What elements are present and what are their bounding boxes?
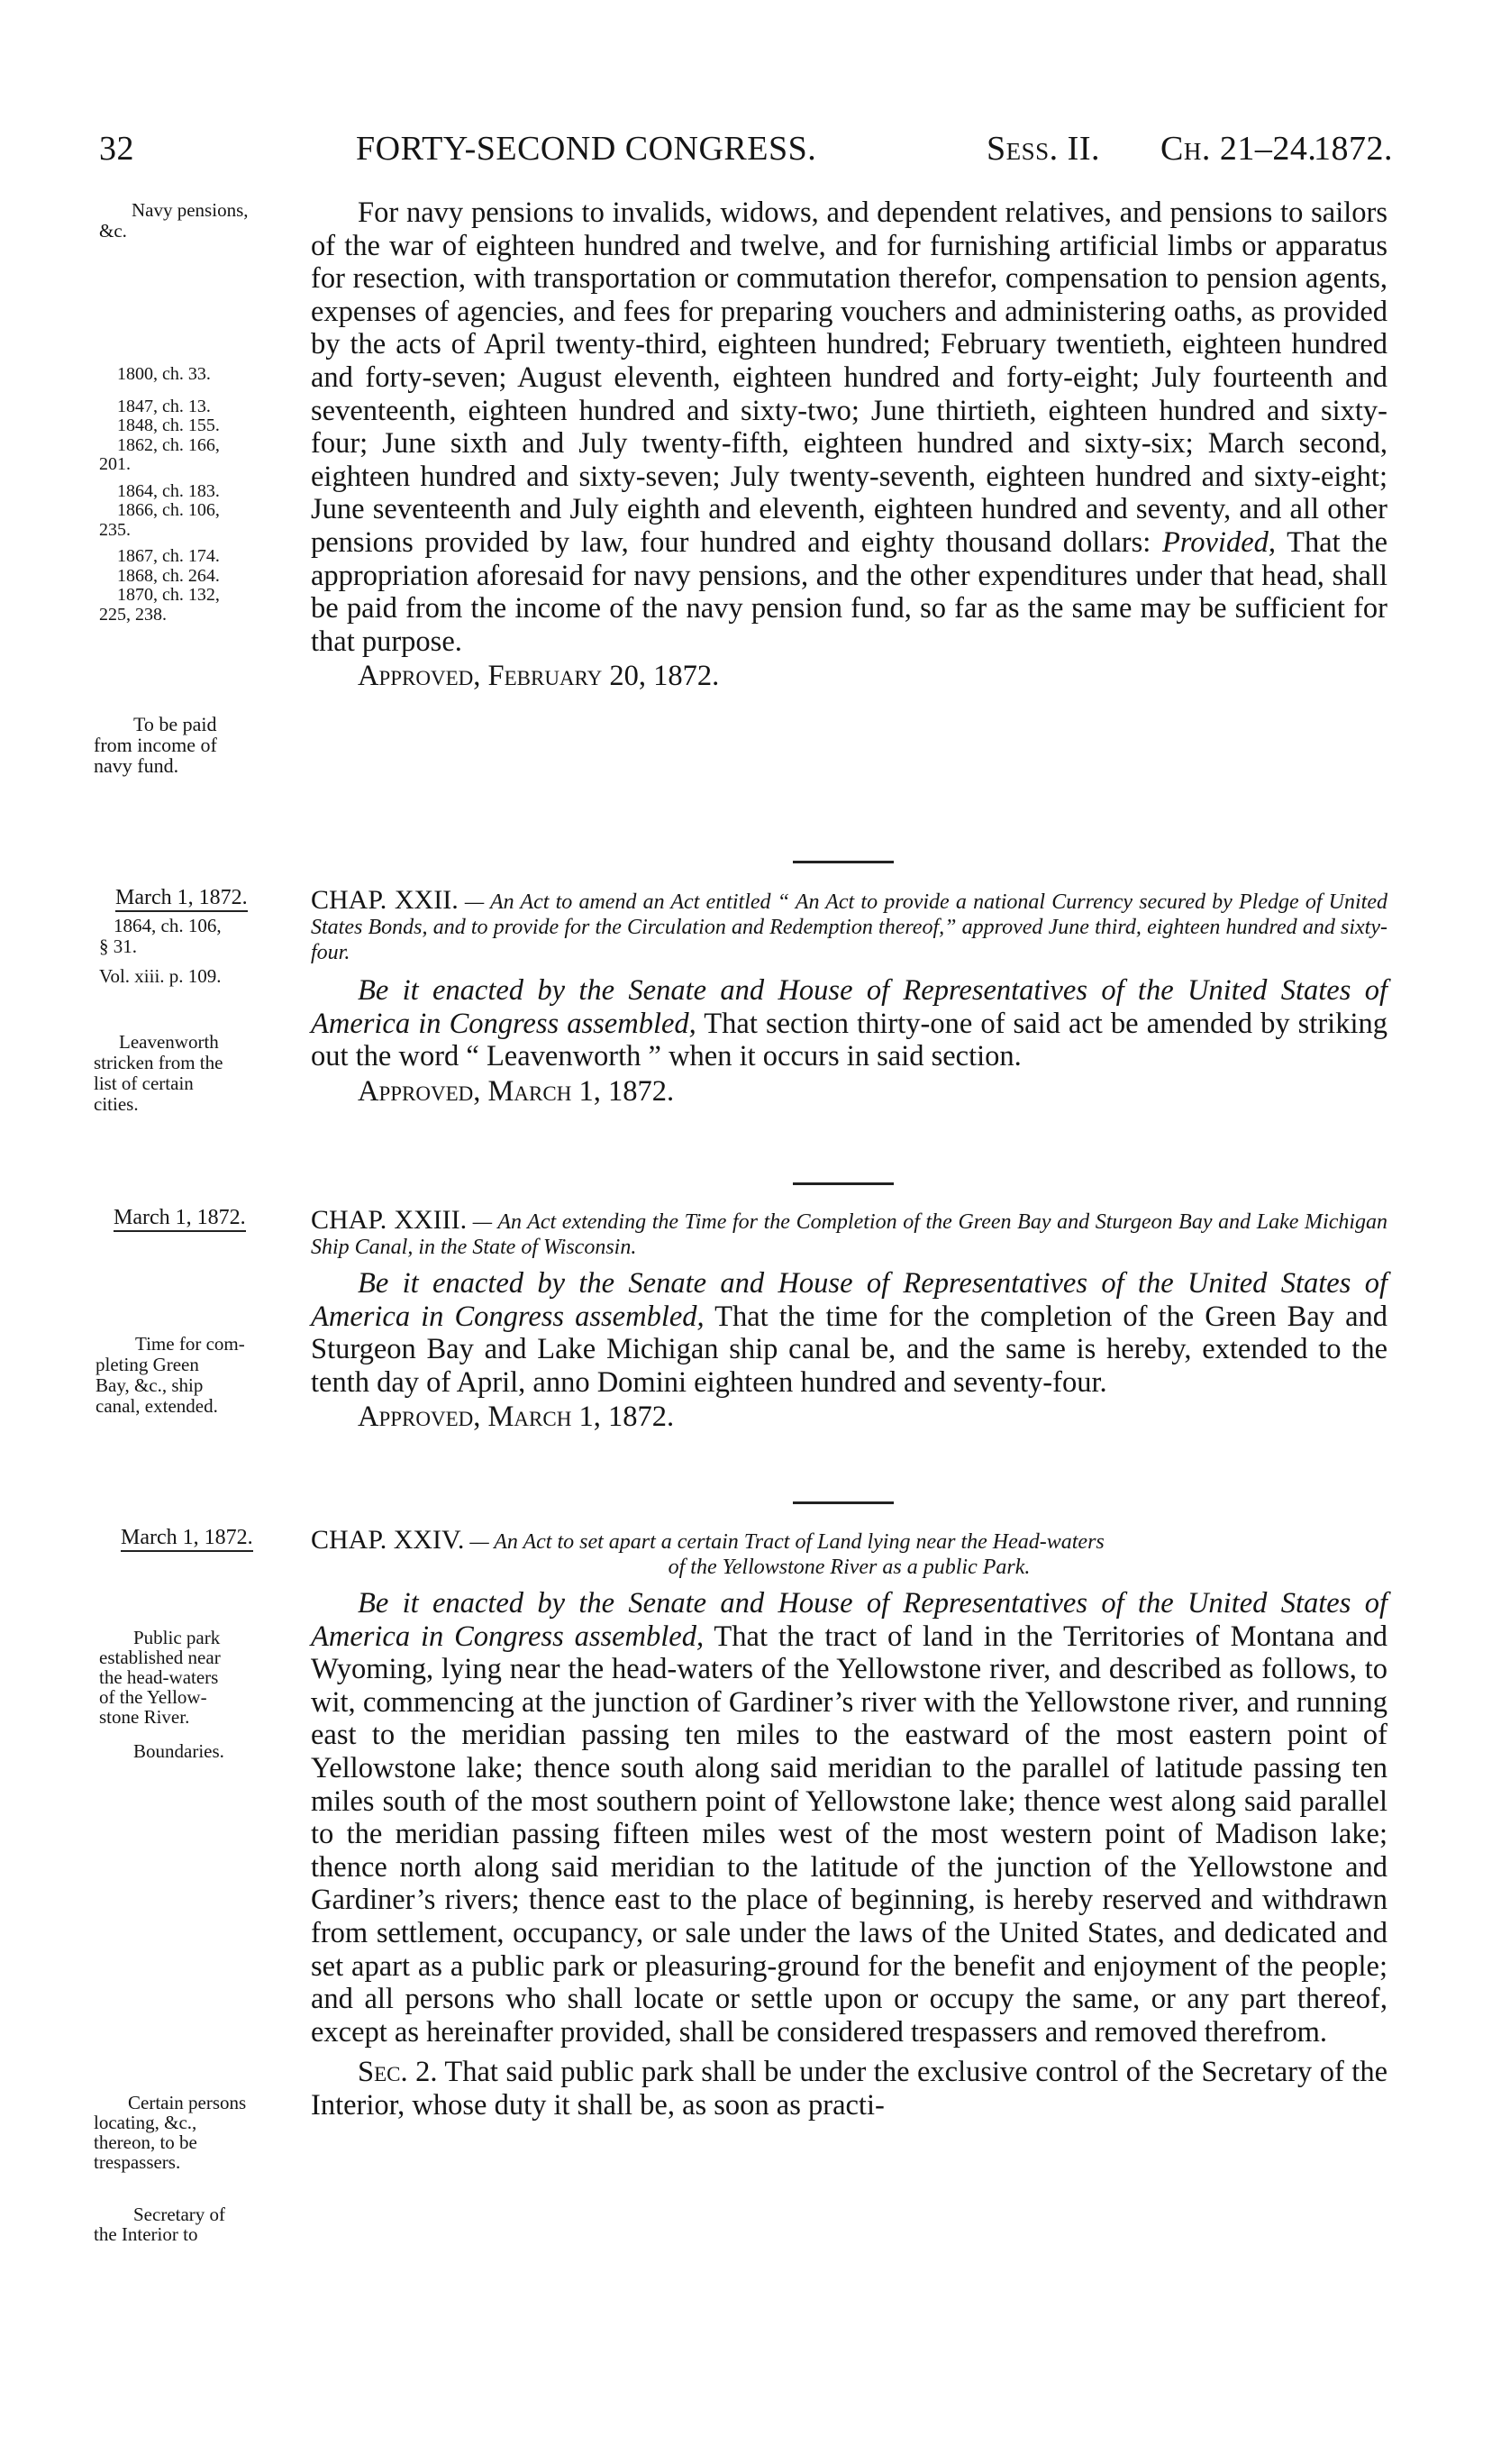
approved-mar-1-ch23: Approved, March 1, 1872. [358,1401,675,1434]
margin-note-public-park: Public park established near the head-waters of the Yellow- stone River. [99,1627,221,1728]
chapter-24-body [311,1525,1388,2122]
chapter-24-enactment: Be it enacted by the Senate and House of Representatives of the United States of America in Congress assembled, That the tract of land in the Territories of Montana and Wyoming, lying near the head-waters of the Yellowstone river, and described as follows, to wit, commencing at the junction of Gardiner’s river with the Yellowstone river, and running east to the meridian passing ten miles to the eastward of the most eastern point of Yellowstone lake; thence south along said meridian to the parallel of latitude passing ten miles south of the most southern point of Yellowstone lake; thence west along said parallel to the meridian passing fifteen miles west of the most western point of Madison lake; thence north along said meridian to the latitude of the junction of the Yellowstone and Gardiner’s rivers; thence east to the place of beginning, is hereby reserved and withdrawn from settlement, occupancy, or sale under the laws of the United States, and dedicated and set apart as a public park or pleasuring-ground for the benefit and enjoyment of the people; and all persons who shall locate or settle upon or occupy the same, or any part thereof, except as hereinafter provided, shall be considered trespassers and removed therefrom. [311,1587,1387,2049]
margin-note-boundaries: Boundaries. [133,1740,224,1762]
margin-citations: 1800, ch. 33. 1847, ch. 13. 1848, ch. 155. 1862, ch. 166, 201. 1864, ch. 183. 1866, ch. 106, 235. 1867, ch. 174. 1868, ch. 264. 1870, ch. 132, 225, 238. [99,364,220,625]
chapter-23-body [311,1205,1388,1434]
chapter-22-date: March 1, 1872. [115,888,248,912]
margin-note-navy-pensions: Navy pensions, &c. [99,199,249,242]
section-2-paragraph: Sec. 2. That said public park shall be under the exclusive control of the Secretary of the Interior, whose duty it shall be, as soon as practi- [311,2056,1388,2122]
chapter-23-title: CHAP. XXIII. — An Act extending the Time for the Completion of the Green Bay and Sturgeon Bay and Lake Michigan Ship Canal, in the State of Wisconsin. [311,1205,1388,1259]
chapter-22-margin-citations: 1864, ch. 106, § 31. Vol. xiii. p. 109. [99,915,222,987]
chapter-23-date: March 1, 1872. [114,1208,246,1232]
running-title: FORTY-SECOND CONGRESS. [356,130,817,168]
chapter-separator [793,1182,894,1185]
navy-pensions-paragraph: For navy pensions to invalids, widows, and dependent relatives, and pensions to sailors of the war of eighteen hundred and twelve, and for furnishing artificial limbs or apparatus for resection, with transportation or commutation therefor, compensation to pension agents, expenses of agencies, and fees for preparing vouchers and administering oaths, as provided by the acts of April twenty-third, eighteen hundred; February twentieth, eighteen hundred and forty-seven; August eleventh, eighteen hundred and forty-eight; July fourteenth and seventeenth, eighteen hundred and sixty-two; June thirtieth, eighteen hundred and sixty-four; June sixth and July twenty-fifth, eighteen hundred and sixty-six; March second, eighteen hundred and sixty-seven; July twenty-seventh, eighteen hundred and sixty-eight; June seventeenth and July eighth and eleventh, eighteen hundred and seventy, and all other pensions provided by law, four hundred and eighty thousand dollars: Provided, That the appropriation aforesaid for navy pensions, and the other expenditures under that head, shall be paid from the income of the navy pension fund, so far as the same may be sufficient for that purpose. [311,196,1388,658]
chapter-22-body [311,885,1388,1108]
approved-mar-1-ch22: Approved, March 1, 1872. [358,1074,675,1108]
margin-note-trespassers: Certain persons locating, &c., thereon, to be trespassers. [94,2092,247,2173]
chapter-22-title: CHAP. XXII. — An Act to amend an Act entitled “ An Act to provide a national Currency secured by Pledge of United States Bonds, and to provide for the Circulation and Redemption thereof,” approved June third, eighteen hundred and sixty-four. [311,885,1388,964]
chapter-23-enactment: Be it enacted by the Senate and House of Representatives of the United States of America in Congress assembled, That the time for the completion of the Green Bay and Sturgeon Bay and Lake Michigan ship canal be, and the same is hereby, extended to the tenth day of April, anno Domini eighteen hundred and seventy-four. [311,1267,1387,1399]
chapter-21-body [311,196,1387,693]
chapter-separator [793,861,894,863]
margin-note-leavenworth: Leavenworth stricken from the list of certain cities. [94,1031,223,1115]
chapter-separator [793,1501,894,1504]
approved-feb-20: Approved, February 20, 1872. [358,660,720,693]
session-label: Sess. II. [987,130,1100,168]
chapter-24-date: March 1, 1872. [121,1528,253,1552]
margin-note-secretary: Secretary of the Interior to [94,2204,226,2245]
margin-note-navy-fund: To be paid from income of navy fund. [94,713,217,777]
chapter-24-title-line-2: of the Yellowstone River as a public Park. [668,1556,1031,1579]
chapters-label: Ch. 21–24. [1160,130,1317,168]
chapter-24-title: CHAP. XXIV. — An Act to set apart a certain Tract of Land lying near the Head-waters [311,1525,1105,1555]
margin-note-green-bay: Time for com- pleting Green Bay, &c., ship canal, extended. [96,1333,245,1417]
chapter-22-enactment: Be it enacted by the Senate and House of Representatives of the United States of America in Congress assembled, That section thirty-one of said act be amended by striking out the word “ Leavenworth ” when it occurs in said section. [311,974,1387,1073]
page-number: 32 [99,130,134,168]
header-year: 1872. [1314,130,1393,168]
